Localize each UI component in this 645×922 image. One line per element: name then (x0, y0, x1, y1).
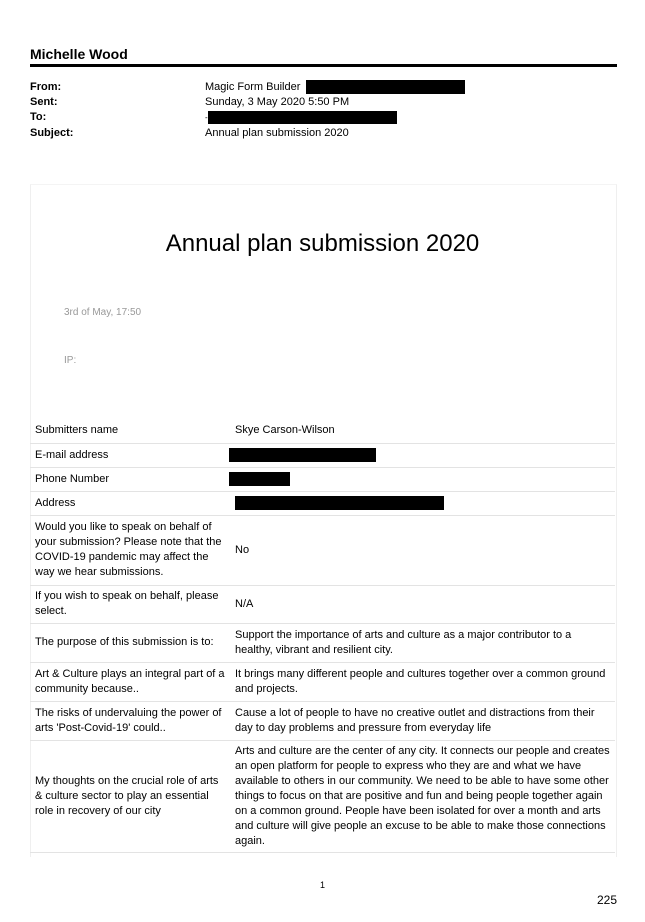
field-question: My thoughts on the crucial role of arts & culture sector to play an essential role in recovery of our city (30, 740, 230, 852)
sent-label: Sent: (30, 96, 58, 108)
table-row (30, 662, 615, 701)
field-question: Art & Culture plays an integral part of a community because.. (30, 662, 230, 701)
form-title: Annual plan submission 2020 (165, 230, 480, 257)
field-question: Address (30, 491, 230, 515)
redaction-block (229, 448, 376, 462)
form-ip-label: IP: (64, 355, 77, 366)
from-value (205, 80, 465, 94)
document-number: 225 (596, 893, 617, 907)
to-text: - (205, 113, 208, 122)
field-answer: Arts and culture are the center of any city. It connects our people and creates an open platform for people to express who they are and what we have available to others in our community. We need to be able to have some other things to focus on that are positive and fun and being people together again on a common ground. People have been isolated for over a month and arts and culture will give people an excuse to be able to make those connections again. (230, 740, 615, 852)
from-text: Magic Form Builder (205, 81, 301, 93)
sent-value: Sunday, 3 May 2020 5:50 PM (205, 96, 350, 108)
field-answer (230, 443, 615, 467)
field-answer: Cause a lot of people to have no creative outlet and distractions from their day to day problems and pressure from everyday life (230, 701, 615, 740)
redaction-block (235, 496, 444, 510)
redaction-block (306, 80, 465, 94)
redaction-block (229, 472, 290, 486)
page-number: 1 (319, 880, 325, 890)
table-row (30, 585, 615, 623)
field-question: E-mail address (30, 443, 230, 467)
from-label: From: (30, 81, 62, 93)
subject-value: Annual plan submission 2020 (205, 127, 349, 139)
field-answer: It brings many different people and cultures together over a common ground and projects. (230, 662, 615, 701)
table-row (30, 443, 615, 467)
field-question: Submitters name (30, 418, 230, 443)
table-row (30, 491, 615, 515)
field-question: If you wish to speak on behalf, please select. (30, 585, 230, 623)
form-timestamp: 3rd of May, 17:50 (64, 307, 142, 318)
table-row (30, 515, 615, 585)
sender-name: Michelle Wood (30, 46, 128, 62)
field-question: The purpose of this submission is to: (30, 623, 230, 662)
to-value (205, 110, 397, 125)
field-answer: Skye Carson-Wilson (230, 418, 615, 443)
header-rule (30, 64, 617, 67)
field-answer (230, 491, 615, 515)
field-answer: N/A (230, 585, 615, 623)
redaction-block (208, 111, 397, 124)
field-answer: Support the importance of arts and culture as a major contributor to a healthy, vibrant and resilient city. (230, 623, 615, 662)
field-answer (230, 467, 615, 491)
table-row (30, 740, 615, 852)
table-row (30, 623, 615, 662)
field-question: Would you like to speak on behalf of your submission? Please note that the COVID-19 pandemic may affect the way we hear submissions. (30, 515, 230, 585)
field-question: Phone Number (30, 467, 230, 491)
field-answer: No (230, 515, 615, 585)
subject-label: Subject: (30, 127, 74, 139)
table-row (30, 418, 615, 443)
field-question: The risks of undervaluing the power of arts 'Post-Covid-19' could.. (30, 701, 230, 740)
submission-table (30, 418, 615, 853)
table-row (30, 467, 615, 491)
to-label: To: (30, 111, 47, 123)
table-row (30, 701, 615, 740)
